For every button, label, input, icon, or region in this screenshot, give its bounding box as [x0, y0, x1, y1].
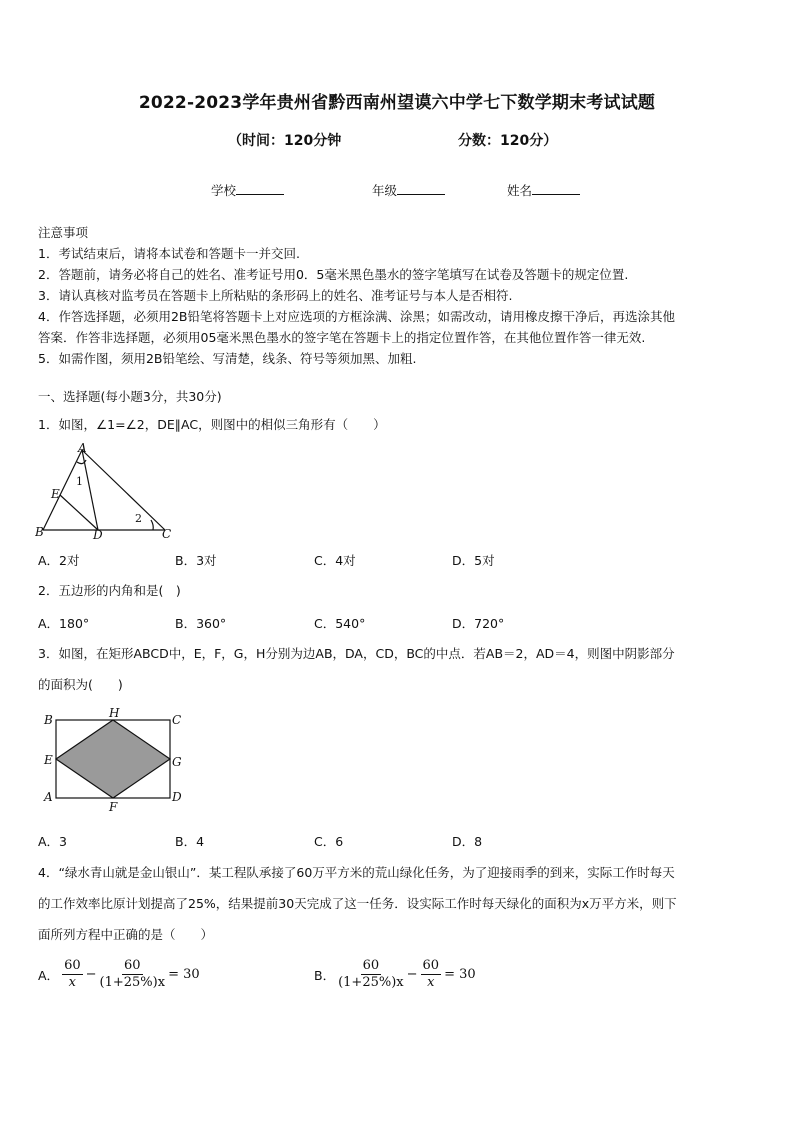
denominator: x	[68, 975, 76, 990]
page-title: 2022-2023学年贵州省黔西南州望谟六中学七下数学期末考试试题	[138, 93, 656, 113]
numerator: 60	[362, 958, 380, 973]
q4-option-b-label: B．	[314, 967, 336, 983]
minus-sign: −	[85, 967, 97, 982]
denominator: (1+25%)x	[99, 975, 166, 990]
label-c: C	[172, 713, 182, 727]
fraction	[338, 958, 404, 991]
q2-options	[38, 614, 758, 634]
label-a: A	[44, 790, 53, 804]
label-c: C	[162, 527, 172, 541]
q1-option-d[interactable]: D．5对	[452, 553, 495, 568]
equals-rhs: = 30	[168, 967, 200, 982]
label-angle-1: 1	[76, 475, 83, 488]
question-4-line-2: 的工作效率比原计划提高了25%，结果提前30天完成了这一任务．设实际工作时每天绿化的面积为x万平方米，则下	[38, 896, 677, 911]
question-1-text: 1．如图，∠1=∠2，DE∥AC，则图中的相似三角形有（ ）	[38, 417, 386, 432]
q3-option-a[interactable]: A．3	[38, 834, 68, 849]
notes-heading: 注意事项	[38, 225, 89, 240]
q1-figure	[35, 440, 175, 542]
label-b: B	[35, 525, 44, 539]
q3-options	[38, 832, 758, 852]
q1-option-b[interactable]: B．3对	[175, 553, 217, 568]
q2-option-c[interactable]: C．540°	[314, 616, 366, 631]
section-heading: 一、选择题(每小题3分，共30分)	[38, 389, 222, 404]
label-b: B	[44, 713, 53, 727]
fraction	[62, 958, 83, 991]
exam-score: 分数：120分）	[458, 133, 558, 149]
label-e: E	[51, 487, 60, 501]
q2-option-a[interactable]: A．180°	[38, 616, 90, 631]
note-item: 答案．作答非选择题，必须用05毫米黑色墨水的签字笔在答题卡上的指定位置作答，在其他位置作答一律无效.	[38, 330, 646, 345]
note-item: 2．答题前，请务必将自己的姓名、准考证号用0．5毫米黑色墨水的签字笔填写在试卷及答题卡的规定位置.	[38, 267, 629, 282]
q3-option-d[interactable]: D．8	[452, 834, 483, 849]
q1-option-a[interactable]: A．2对	[38, 553, 80, 568]
q2-option-b[interactable]: B．360°	[175, 616, 227, 631]
numerator: 60	[64, 958, 81, 973]
label-h: H	[109, 706, 120, 720]
exam-time: （时间：120分钟	[228, 133, 342, 149]
denominator: (1+25%)x	[338, 975, 404, 990]
question-3-line-1: 3．如图，在矩形ABCD中，E，F，G，H分别为边AB，DA，CD，BC的中点．若AB＝2，AD＝4，则图中阴影部分	[38, 646, 675, 661]
question-4-line-1: 4．“绿水青山就是金山银山”．某工程队承接了60万平方米的荒山绿化任务，为了迎接雨季的到来，实际工作时每天	[38, 865, 675, 880]
side-ab	[43, 450, 82, 530]
numerator: 60	[124, 958, 141, 973]
label-g: G	[172, 755, 182, 769]
label-d: D	[172, 790, 182, 804]
notes	[38, 222, 758, 369]
school-field	[211, 181, 284, 199]
numerator: 60	[422, 958, 440, 973]
q1-options	[38, 551, 758, 571]
question-3-line-2: 的面积为( )	[38, 677, 123, 692]
name-label: 姓名	[507, 183, 533, 198]
q1-option-c[interactable]: C．4对	[314, 553, 356, 568]
angle-2-arc	[151, 520, 153, 530]
minus-sign: −	[406, 967, 418, 982]
label-f: F	[109, 800, 118, 814]
note-item: 4．作答选择题，必须用2B铅笔将答题卡上对应选项的方框涂满、涂黑；如需改动，请用橡皮擦干净后，再选涂其他	[38, 309, 675, 324]
q4-option-a-label: A．	[38, 967, 60, 983]
q3-figure	[38, 706, 188, 814]
question-4-line-3: 面所列方程中正确的是（ ）	[38, 927, 214, 942]
q2-option-d[interactable]: D．720°	[452, 616, 505, 631]
equals-rhs: = 30	[444, 967, 476, 982]
fraction	[421, 958, 442, 991]
note-item: 1．考试结束后，请将本试卷和答题卡一并交回.	[38, 246, 300, 261]
shaded-rhombus	[56, 720, 170, 798]
side-ac	[82, 450, 165, 530]
q3-option-b[interactable]: B．4	[175, 834, 205, 849]
denominator: x	[427, 975, 435, 990]
grade-label: 年级	[372, 183, 398, 198]
name-field	[507, 181, 580, 199]
fraction	[100, 958, 166, 991]
q4-option-a[interactable]	[38, 958, 200, 991]
question-2-text: 2．五边形的内角和是( )	[38, 583, 181, 598]
grade-field	[372, 181, 445, 199]
q4-option-b[interactable]	[314, 958, 476, 991]
label-d: D	[93, 528, 103, 542]
school-label: 学校	[211, 183, 237, 198]
note-item: 3．请认真核对监考员在答题卡上所粘贴的条形码上的姓名、准考证号与本人是否相符.	[38, 288, 513, 303]
label-e: E	[44, 753, 53, 767]
q3-option-c[interactable]: C．6	[314, 834, 344, 849]
label-a: A	[78, 441, 87, 455]
label-angle-2: 2	[135, 512, 142, 525]
note-item: 5．如需作图，须用2B铅笔绘、写清楚，线条、符号等须加黑、加粗.	[38, 351, 417, 366]
